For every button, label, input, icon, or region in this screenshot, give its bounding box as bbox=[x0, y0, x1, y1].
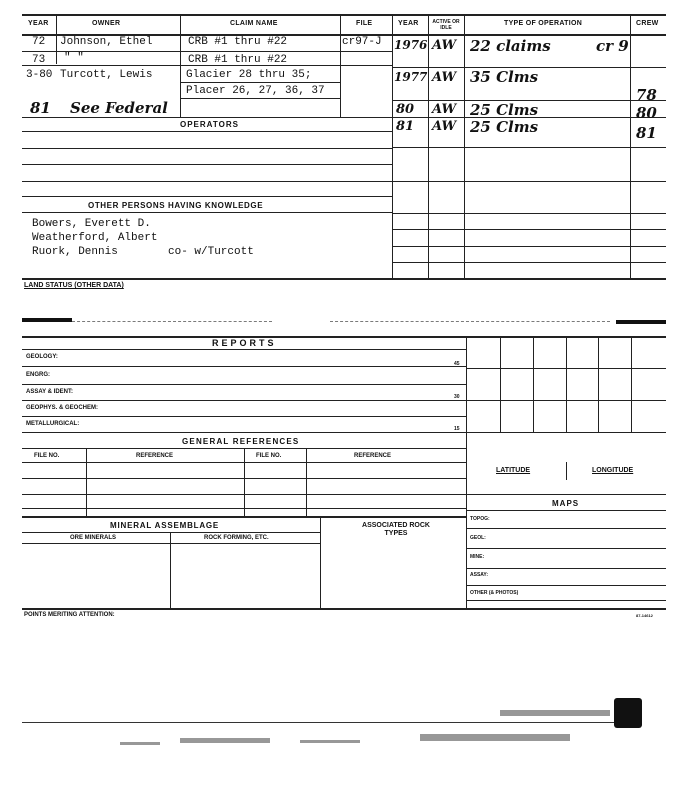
activity-status: AW bbox=[432, 70, 457, 85]
report-row-label: METALLURGICAL: bbox=[26, 421, 80, 427]
ref-col-header: REFERENCE bbox=[354, 453, 392, 459]
other-persons-label: OTHER PERSONS HAVING KNOWLEDGE bbox=[88, 201, 264, 210]
points-meriting-attention-label: POINTS MERITING ATTENTION: bbox=[24, 612, 115, 618]
owner-name: Johnson, Ethel bbox=[60, 36, 153, 48]
scan-noise bbox=[500, 710, 610, 716]
co-note: co- w/Turcott bbox=[168, 246, 254, 258]
claim-name: CRB #1 thru #22 bbox=[188, 36, 288, 48]
scan-noise bbox=[120, 742, 160, 745]
activity-operation: 25 Clms bbox=[470, 118, 539, 136]
owner-name: " " bbox=[64, 52, 84, 64]
file-number: cr97-J bbox=[342, 36, 382, 48]
activity-crew: 80 bbox=[636, 104, 657, 122]
header-file: FILE bbox=[356, 20, 373, 27]
maps-title: MAPS bbox=[552, 499, 580, 508]
header-owner: OWNER bbox=[92, 20, 121, 27]
owner-year: 3-80 bbox=[26, 69, 53, 81]
operators-label: OPERATORS bbox=[180, 120, 239, 129]
claim-name: CRB #1 thru #22 bbox=[188, 54, 288, 66]
activity-operation: 22 claims bbox=[470, 37, 551, 55]
reports-title: REPORTS bbox=[212, 338, 277, 348]
maps-row-label: GEOL: bbox=[470, 535, 486, 541]
redaction-bar-right bbox=[616, 320, 666, 324]
header-year-2: YEAR bbox=[398, 20, 419, 27]
activity-year: 81 bbox=[396, 119, 415, 134]
other-person: Ruork, Dennis bbox=[32, 246, 118, 258]
land-status-label: LAND STATUS (OTHER DATA) bbox=[24, 282, 124, 289]
ore-minerals-label: ORE MINERALS bbox=[70, 535, 117, 541]
activity-status: AW bbox=[432, 102, 457, 117]
mineral-assemblage-title: MINERAL ASSEMBLAGE bbox=[110, 521, 220, 530]
owner-year: 72 bbox=[32, 36, 46, 48]
activity-crew: 81 bbox=[636, 124, 657, 142]
ref-col-header: FILE NO. bbox=[256, 453, 282, 459]
scan-noise bbox=[180, 738, 270, 743]
rock-forming-label: ROCK FORMING, ETC. bbox=[204, 535, 269, 541]
header-type-of-operation: TYPE OF OPERATION bbox=[504, 20, 583, 27]
activity-status: AW bbox=[432, 38, 457, 53]
maps-row-label: OTHER (& PHOTOS) bbox=[470, 590, 519, 596]
owner-year: 73 bbox=[32, 54, 46, 66]
ref-col-header: FILE NO. bbox=[34, 453, 60, 459]
activity-year: 1977 bbox=[394, 70, 428, 84]
form-number: 87-14612 bbox=[636, 613, 653, 618]
associated-rock-types-label: ASSOCIATED ROCK TYPES bbox=[362, 522, 430, 537]
owner-name: Turcott, Lewis bbox=[60, 69, 153, 81]
activity-year: 1976 bbox=[394, 38, 428, 52]
claim-name: Glacier 28 thru 35; bbox=[186, 69, 312, 81]
scan-noise bbox=[420, 734, 570, 741]
scan-blot bbox=[614, 698, 642, 728]
header-year: YEAR bbox=[28, 20, 49, 27]
maps-row-label: TOPOG: bbox=[470, 516, 490, 522]
report-row-label: GEOLOGY: bbox=[26, 354, 58, 360]
report-code: 15 bbox=[454, 426, 460, 432]
activity-crew: 78 bbox=[636, 86, 657, 104]
header-claim-name: CLAIM NAME bbox=[230, 20, 278, 27]
report-row-label: GEOPHYS. & GEOCHEM: bbox=[26, 405, 99, 411]
other-person: Bowers, Everett D. bbox=[32, 218, 151, 230]
activity-crew: cr 9 bbox=[596, 37, 629, 55]
ref-col-header: REFERENCE bbox=[136, 453, 174, 459]
activity-year: 80 bbox=[396, 102, 415, 117]
latitude-label: LATITUDE bbox=[496, 467, 531, 474]
scan-noise bbox=[300, 740, 360, 743]
longitude-label: LONGITUDE bbox=[592, 467, 634, 474]
maps-row-label: ASSAY: bbox=[470, 572, 489, 578]
other-person: Weatherford, Albert bbox=[32, 232, 158, 244]
report-code: 45 bbox=[454, 361, 460, 367]
report-row-label: ENGRG: bbox=[26, 372, 50, 378]
activity-operation: 35 Clms bbox=[470, 68, 539, 86]
header-crew: CREW bbox=[636, 20, 659, 27]
activity-operation: 25 Clms bbox=[470, 101, 539, 119]
activity-status: AW bbox=[432, 119, 457, 134]
header-active-idle: ACTIVE OR IDLE bbox=[432, 19, 460, 31]
owner-name-handwritten: See Federal bbox=[70, 99, 168, 117]
claim-name: Placer 26, 27, 36, 37 bbox=[186, 85, 325, 97]
general-references-title: GENERAL REFERENCES bbox=[182, 437, 300, 446]
report-code: 30 bbox=[454, 394, 460, 400]
maps-row-label: MINE: bbox=[470, 554, 485, 560]
report-row-label: ASSAY & IDENT: bbox=[26, 389, 74, 395]
redaction-bar-left bbox=[22, 318, 72, 322]
owner-year-handwritten: 81 bbox=[30, 99, 51, 117]
